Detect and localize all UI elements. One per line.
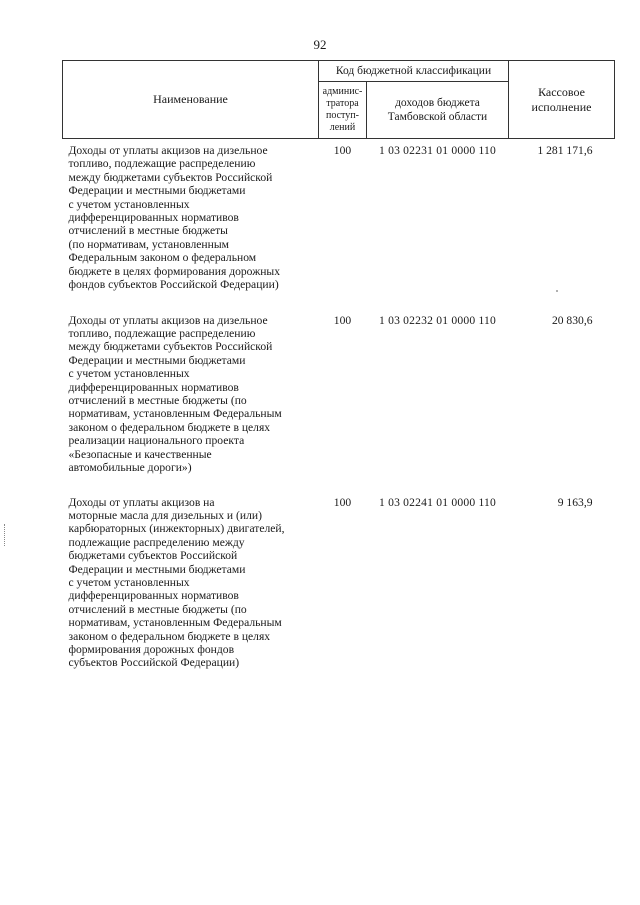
header-income-code: доходов бюджета Тамбовской области — [367, 82, 509, 139]
table-row — [63, 309, 615, 491]
row-cash-value: 9 163,9 — [557, 495, 593, 509]
header-administrator: админис- тратора поступ- лений — [319, 82, 367, 139]
table-body — [63, 139, 615, 670]
row-admin-code: 100 — [333, 144, 352, 157]
row-admin-code: 100 — [333, 495, 352, 509]
scan-margin-mark — [4, 524, 7, 546]
page-number: 92 — [313, 37, 327, 52]
row-cash-value: 1 281 171,6 — [537, 144, 593, 157]
row-admin-code: 100 — [333, 313, 352, 327]
scan-speck — [556, 290, 558, 292]
row-name: Доходы от уплаты акцизов на дизельное топливо, подлежащие распределению между бюджетами субъектов Российской Федерации и местными бюджетами с учетом установленных дифференцированных нормативов отчислений в местные бюджеты (по нормативам, установленным Федеральным законом о федеральном бюджете в целях формирования дорожных фондов субъектов Российской Федерации) — [68, 144, 280, 292]
header-name: Наименование — [63, 61, 319, 139]
budget-table — [62, 60, 615, 670]
row-budget-code: 1 03 02241 01 0000 110 — [379, 495, 497, 509]
row-cash-value: 20 830,6 — [551, 313, 593, 327]
row-budget-code: 1 03 02232 01 0000 110 — [379, 313, 497, 327]
header-cash-execution: Кассовое исполнение — [509, 61, 615, 139]
row-name: Доходы от уплаты акцизов на дизельное топливо, подлежащие распределению между бюджетами субъектов Российской Федерации и местными бюджетами с учетом установленных дифференцированных нормативов отчислений в местные бюджеты (по нормативам, установленным Федеральным законом о федеральном бюджете в целях реализации национального проекта «Безопасные и качественные автомобильные дороги») — [68, 313, 282, 474]
table-header — [63, 61, 615, 139]
row-name: Доходы от уплаты акцизов на моторные масла для дизельных и (или) карбюраторных (инжекторных) двигателей, подлежащие распределению между бюджетами субъектов Российской Федерации и местными бюджетами с учетом установленных дифференцированных нормативов отчислений в местные бюджеты (по нормативам, установленным Федеральным законом о федеральном бюджете в целях формирования дорожных фондов субъектов Российской Федерации) — [68, 495, 285, 670]
table-row — [63, 491, 615, 670]
header-code-group: Код бюджетной классификации — [319, 61, 509, 82]
table-row — [63, 139, 615, 309]
row-budget-code: 1 03 02231 01 0000 110 — [379, 144, 497, 157]
